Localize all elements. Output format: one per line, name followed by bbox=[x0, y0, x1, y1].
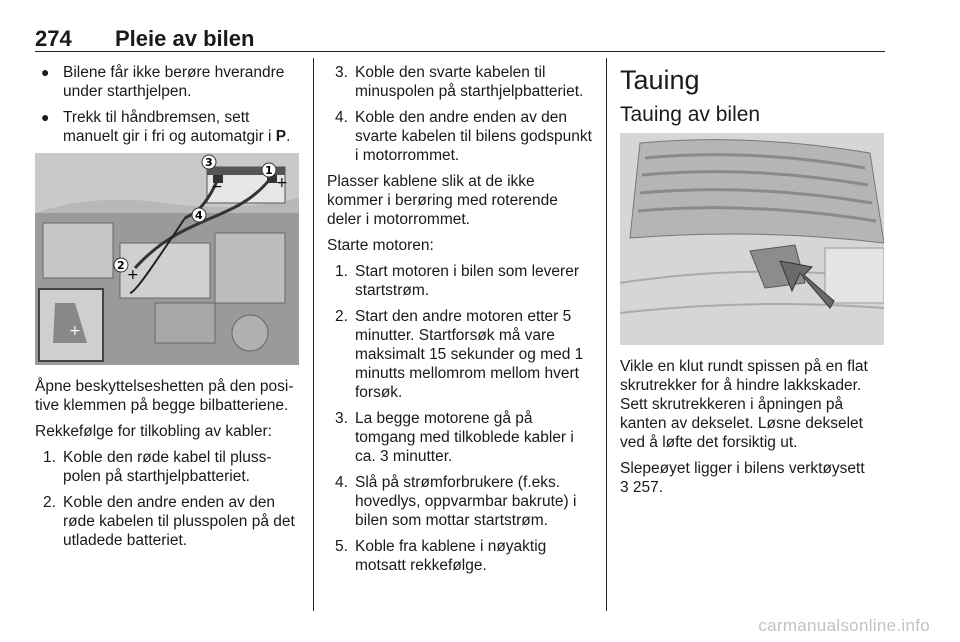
paragraph: Starte motoren: bbox=[327, 237, 434, 254]
plus-icon: + bbox=[127, 267, 139, 283]
list-number: 3. bbox=[335, 64, 348, 81]
jump-start-illustration bbox=[35, 153, 299, 365]
list-item bbox=[327, 307, 593, 402]
list-item bbox=[327, 63, 593, 101]
list-number: 2. bbox=[43, 494, 56, 511]
paragraph-text: Slepeøyet ligger i bilens verktøysett bbox=[620, 460, 865, 477]
column-3 bbox=[620, 63, 888, 504]
page-header bbox=[35, 22, 885, 52]
list-item bbox=[327, 108, 593, 165]
figure-label-2: 2 bbox=[117, 259, 125, 272]
paragraph: Plasser kablene slik at de ikke kommer i berøring med roterende deler i motorrommet. bbox=[327, 173, 558, 228]
bullet-item bbox=[35, 108, 303, 146]
list-number: 4. bbox=[335, 474, 348, 491]
list-item bbox=[327, 262, 593, 300]
bullet-text: Trekk til håndbremsen, sett manuelt gir i fri og automatgir i bbox=[63, 109, 276, 145]
page-title: Pleie av bilen bbox=[115, 26, 255, 51]
watermark: carmanualsonline.info bbox=[758, 616, 930, 635]
bullet-text: Bilene får ikke berøre hverandre under starthjelpen. bbox=[63, 64, 285, 100]
page-number: 274 bbox=[35, 26, 72, 51]
list-text: Slå på strømforbrukere (f.eks. hovedlys, oppvarmbar bakrute) i bilen som mottar startstrøm. bbox=[355, 474, 577, 529]
figure-label-4: 4 bbox=[195, 209, 203, 222]
paragraph bbox=[620, 459, 888, 497]
list-item bbox=[35, 493, 303, 550]
list-item bbox=[327, 409, 593, 466]
list-text: La begge motorene gå på tomgang med tilkoblede kabler i ca. 3 minutter. bbox=[355, 410, 574, 465]
list-number: 3. bbox=[335, 410, 348, 427]
paragraph: Vikle en klut rundt spissen på en flat skrutrekker for å hindre lakkskader. Sett skrutrekkeren i åpningen på kanten av dekselet. Løsne dekselet ved å løfte det forsiktig ut. bbox=[620, 358, 868, 451]
subsection-heading: Tauing av bilen bbox=[620, 103, 761, 126]
list-text: Start motoren i bilen som leverer startstrøm. bbox=[355, 263, 579, 299]
svg-text:+: + bbox=[69, 323, 81, 339]
bullet-item bbox=[35, 63, 303, 101]
list-number: 1. bbox=[43, 449, 56, 466]
list-number: 1. bbox=[335, 263, 348, 280]
gear-letter: P bbox=[275, 128, 287, 145]
column-2 bbox=[327, 63, 593, 582]
bullet-icon: ● bbox=[41, 64, 50, 80]
list-text: Koble den andre enden av den svarte kabelen til bilens godspunkt i motorrommet. bbox=[355, 109, 592, 164]
list-text: Start den andre motoren etter 5 minutter. Startforsøk må vare maksimalt 15 sekunder og med 1 minutts mellomrom mellom hvert forsøk. bbox=[355, 308, 584, 401]
list-number: 5. bbox=[335, 538, 348, 555]
bullet-icon: ● bbox=[41, 109, 50, 125]
list-text: Koble den røde kabel til plusspolen på starthjelpbatteriet. bbox=[63, 449, 272, 485]
towing-cover-illustration bbox=[620, 133, 884, 345]
page-reference: 3 257. bbox=[620, 479, 664, 496]
section-heading: Tauing bbox=[620, 65, 700, 95]
column-divider-2 bbox=[606, 58, 607, 611]
figure-label-1: 1 bbox=[265, 164, 273, 177]
list-number: 2. bbox=[335, 308, 348, 325]
figure-label-3: 3 bbox=[205, 156, 213, 169]
paragraph: Rekkefølge for tilkobling av kabler: bbox=[35, 423, 272, 440]
plus-icon: + bbox=[276, 175, 288, 191]
paragraph: Åpne beskyttelseshetten på den positive klemmen på begge bilbatteriene. bbox=[35, 378, 294, 414]
minus-icon: − bbox=[211, 179, 223, 195]
list-text: Koble den svarte kabelen til minuspolen på starthjelpbatteriet. bbox=[355, 64, 584, 100]
list-item bbox=[327, 473, 593, 530]
list-text: Koble fra kablene i nøyaktig motsatt rekkefølge. bbox=[355, 538, 547, 574]
list-item bbox=[327, 537, 593, 575]
bullet-text-end: . bbox=[286, 128, 291, 145]
list-number: 4. bbox=[335, 109, 348, 126]
list-item bbox=[35, 448, 303, 486]
list-text: Koble den andre enden av den røde kabelen til plusspolen på det utladede batteriet. bbox=[63, 494, 295, 549]
column-divider-1 bbox=[313, 58, 314, 611]
column-1 bbox=[35, 63, 303, 557]
